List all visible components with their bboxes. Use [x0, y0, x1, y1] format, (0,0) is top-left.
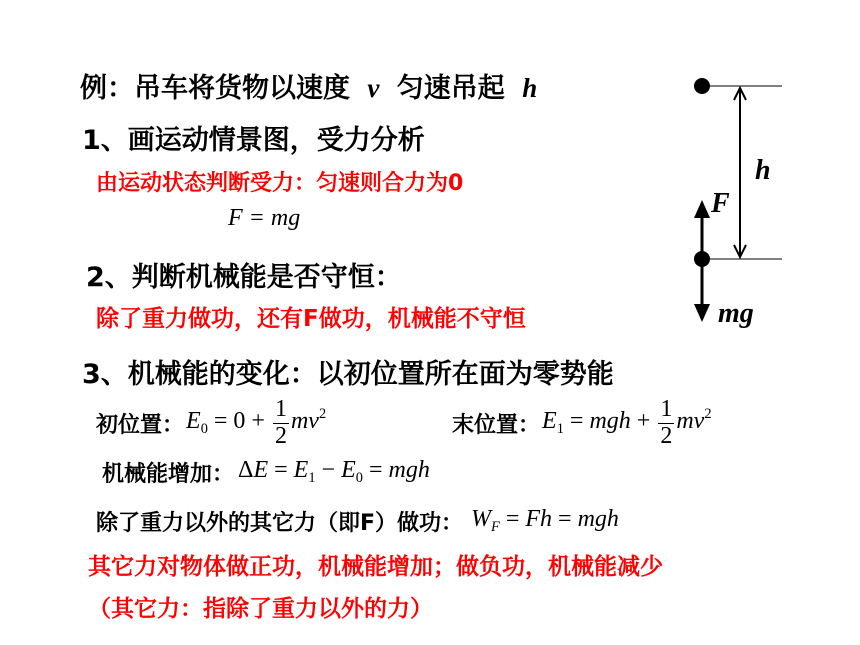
title-height-symbol: h	[522, 73, 538, 103]
height-label: h	[755, 155, 771, 186]
force-F-label: F	[711, 188, 730, 219]
energy-increase-label: 机械能增加：	[102, 461, 235, 487]
work-formula: $W_F = Fh$ = mgh	[471, 505, 619, 536]
formula-F-equals-mg: F = mg	[228, 205, 301, 231]
title-prefix: 例：吊车将货物以速度	[80, 73, 350, 104]
gravity-mg-label: mg	[718, 298, 754, 329]
step2-note: 除了重力做功，还有F做功，机械能不守恒	[96, 306, 526, 332]
work-label: 除了重力以外的其它力（即F）做功：	[96, 510, 464, 536]
work-line	[96, 503, 619, 539]
step1-heading: 1、画运动情景图，受力分析	[82, 125, 425, 156]
final-energy-formula: $E_1$ = mgh + $\frac{1}{2}$ $mv^2$	[542, 396, 712, 449]
note-text: （其它力：指除了重力以外的力）	[88, 596, 433, 622]
step2-heading: 2、判断机械能是否守恒：	[86, 262, 402, 293]
title-velocity-symbol: v	[367, 73, 380, 103]
top-object-dot	[694, 78, 710, 94]
initial-energy-formula: $E_0 = 0$ + $\frac{1}{2}$ $mv^2$	[186, 396, 327, 449]
initial-position-label: 初位置：	[96, 412, 185, 438]
energy-increase-line	[102, 454, 430, 490]
step3-heading: 3、机械能的变化：以初位置所在面为零势能	[82, 359, 614, 390]
gravity-mg-arrowhead	[694, 304, 710, 322]
final-energy-line	[452, 392, 712, 454]
initial-energy-line	[96, 392, 326, 454]
step1-note: 由运动状态判断受力：匀速则合力为0	[96, 171, 464, 196]
problem-title	[80, 66, 537, 105]
force-F-arrowhead	[694, 200, 710, 218]
final-position-label: 末位置：	[452, 412, 541, 438]
title-mid: 匀速吊起	[396, 73, 505, 104]
energy-increase-formula: $\Delta E = E_1 - E_0$ = mgh	[238, 456, 430, 487]
conclusion-text: 其它力对物体做正功，机械能增加；做负功，机械能减少	[88, 554, 663, 580]
